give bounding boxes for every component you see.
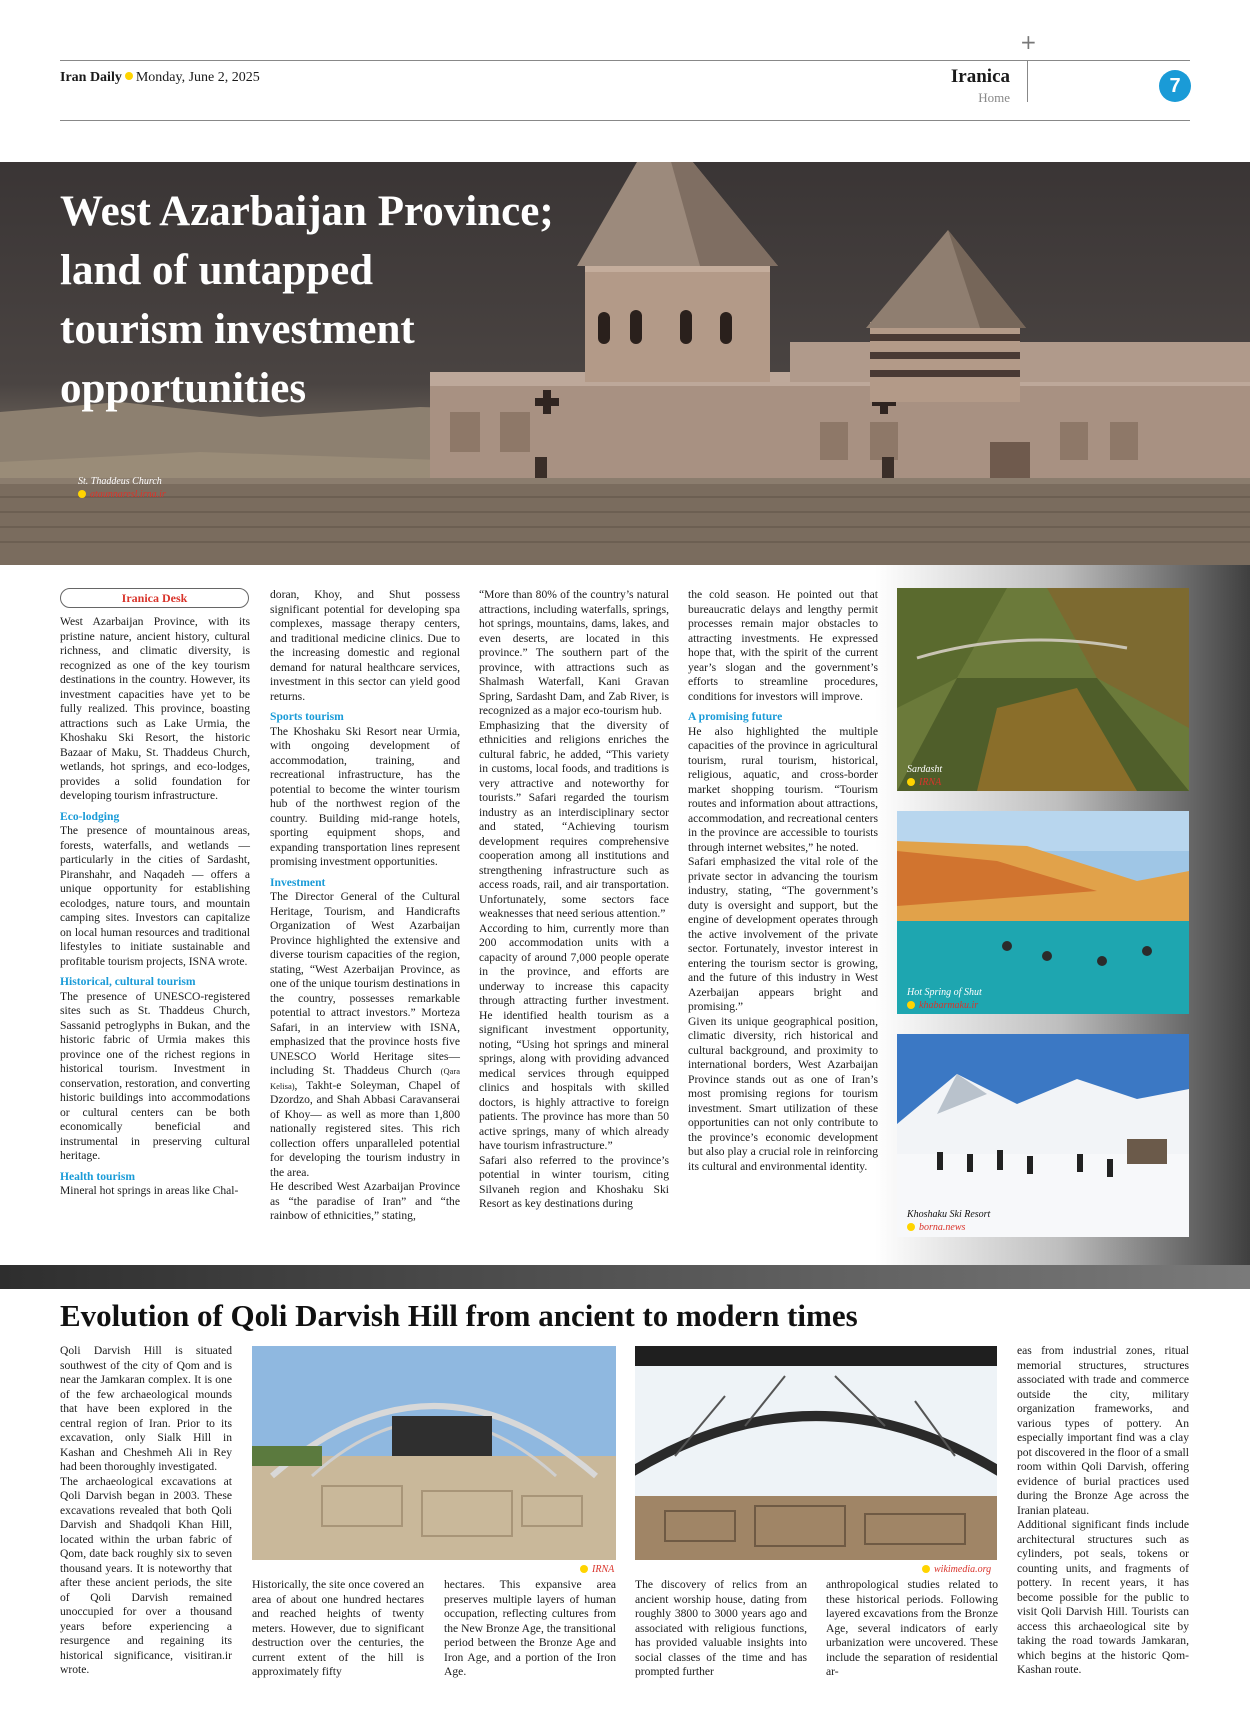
section-name: Iranica (950, 66, 1010, 87)
bullet-dot-icon (907, 778, 915, 786)
photo-credit-excavation-2 (922, 1563, 991, 1576)
photo-caption-source: IRNA (919, 777, 942, 788)
bullet-dot-icon (580, 1565, 588, 1573)
paragraph: anthropological studies related to these historical periods. Following layered excavations from the Bronze Age, several indicators of early urbanization were uncovered. These include the separation of residential ar- (826, 1578, 998, 1678)
article1-column-3 (479, 588, 669, 1212)
bullet-dot-icon (907, 1001, 915, 1009)
photo-caption-text: Khoshaku Ski Resort (907, 1209, 991, 1220)
page-number: 7 (1159, 70, 1191, 102)
paragraph: hectares. This expansive area preserves multiple layers of human occupation, reflecting cultures from the New Bronze Age, the transitional period between the Bronze Age and Iron Age, and a portion of the Iron Age. (444, 1578, 616, 1678)
paragraph: The presence of mountainous areas, forests, waterfalls, and wetlands — particularly in the cities of Sardasht, Piranshahr, and Naqadeh — offers a unique opportunity for establishing ecolodges, nature tours, and mountain camping sites. Investors can capitalize on local human resources and traditional lifestyles to initiate sustainable and profitable tourism projects, ISNA wrote. (60, 824, 250, 968)
paragraph: Safari emphasized the vital role of the private sector in advancing the tourism industry, stating, “The government’s duty is oversight and support, but the engine of development operates through the active involvement of the private sector. Fortunately, investor interest in entering the tourism sector is growing, and the future of this industry in West Azerbaijan appears bright and promising.” (688, 855, 878, 1013)
paragraph: According to him, currently more than 200 accommodation units with a capacity of around 7,000 people operate in the province, and efforts are underway to increase this capacity through attracting further investment. He identified health tourism as a significant investment opportunity, noting, “Using hot springs and mineral springs, along with providing advanced medical services through equipped clinics and hospitals with skilled doctors, is highly attractive to foreign patients. The province has more than 50 active springs, many of which already have tourism infrastructure.” (479, 921, 669, 1152)
bullet-dot-icon (907, 1223, 915, 1231)
paragraph-text: , Takht-e Soleyman, Chapel of Dzordzo, and Shah Abbasi Caravanserai of Khoy— as well as more than 1,800 nationally registered sites. This rich collection offers unparalleled potential for developing the tourism industry in the area. (270, 1078, 460, 1179)
hero-title-line: West Azarbaijan Province; (60, 188, 554, 235)
photo-hot-spring (897, 811, 1189, 1014)
article2-column-2 (252, 1578, 424, 1680)
article2-column-6 (1017, 1344, 1189, 1678)
section-band (0, 1265, 1250, 1289)
paragraph: Additional significant finds include architectural structures such as cylinders, pot seals, tokens or counting units, and fragments of pottery. In recent years, it has become possible for the public to visit Qoli Darvish Hill. Tourists can access this archaeological site by taking the road towards Jamkaran, which begins at the historic Qom-Kashan route. (1017, 1518, 1189, 1676)
subheading: A promising future (688, 710, 783, 723)
article1-column-4 (688, 588, 878, 1174)
paragraph: “More than 80% of the country’s natural attractions, including waterfalls, springs, hot springs, mountains, dams, lakes, and even deserts, are located in this province.” The southern part of the province, with attractions such as Shalmash Waterfall, Kani Gravan Spring, Sardasht Dam, and Zab River, is recognized as a major eco-tourism hub. (479, 588, 669, 717)
article2-column-4 (635, 1578, 807, 1680)
excavation-site-image (635, 1346, 997, 1560)
hero-title-line: opportunities (60, 365, 307, 412)
bullet-dot-icon (922, 1565, 930, 1573)
hero-caption (78, 475, 166, 501)
header-rule-bottom (60, 120, 1190, 121)
paragraph: West Azarbaijan Province, with its pristine nature, ancient history, cultural richness, and climatic diversity, is recognized as one of the key tourism destinations in the country. However, its investment capacities have yet to be fully realized. This province, boasting attractions such as Lake Urmia, the Khoshaku Ski Resort, the historic Bazaar of Maku, St. Thaddeus Church, wetlands, hot springs, and eco-lodges, provides a solid foundation for developing tourism infrastructure. (60, 615, 250, 802)
mountain-valley-image (897, 588, 1189, 791)
hero-caption-source: ataunnaresl.irna.ir (90, 489, 166, 500)
paragraph: doran, Khoy, and Shut possess significant potential for developing spa complexes, massage therapy centers, and traditional medicine clinics. Due to the increasing domestic and regional demand for natural healthcare services, investment in this sector can yield good returns. (270, 588, 460, 703)
article1-column-2 (270, 588, 460, 1224)
subsection-name: Home (978, 90, 1010, 105)
excavation-canopy-image (252, 1346, 616, 1560)
paragraph: eas from industrial zones, ritual memorial structures, structures associated with trade and commerce outside the city, military organization frameworks, and various types of pottery. An especially important find was a clay pot discovered in the floor of a small room within Qoli Darvish, offering evidence of burial practices used during the Bronze Age across the Iranian plateau. (1017, 1344, 1189, 1517)
photo-caption-text: Hot Spring of Shut (907, 987, 982, 998)
subheading: Historical, cultural tourism (60, 975, 196, 988)
masthead (60, 70, 260, 86)
paragraph: Given its unique geographical position, climatic diversity, rich historical and cultural background, and proximity to international borders, West Azarbaijan Province stands out as one of Iran’s most promising regions for tourism investment. Smart utilization of these opportunities can not only contribute to the province’s economic development but also play a crucial role in reinforcing its cultural and environmental identity. (688, 1014, 878, 1173)
article2-column-5 (826, 1578, 998, 1680)
hero-title-line: land of untapped (60, 247, 374, 294)
article2-title: Evolution of Qoli Darvish Hill from ancient to modern times (60, 1298, 858, 1333)
paragraph: He described West Azarbaijan Province as “the paradise of Iran” and “the rainbow of ethnicities,” stating, (270, 1180, 460, 1222)
header-divider (1027, 60, 1028, 102)
hero-title-line: tourism investment (60, 306, 415, 353)
paragraph: The presence of UNESCO-registered sites such as St. Thaddeus Church, Sassanid petroglyphs in Bukan, and the historic fabric of Urmia makes this province one of the richest regions in historical tourism. Investment in conservation, restoration, and converting historic buildings into accommodations or cultural centers can be both economically beneficial and instrumental in preserving cultural heritage. (60, 989, 250, 1162)
desk-badge: Iranica Desk (60, 588, 249, 608)
subheading: Sports tourism (270, 710, 344, 723)
photo-caption-source: khabarmaku.ir (919, 1000, 979, 1011)
paragraph: the cold season. He pointed out that bureaucratic delays and lengthy permit processes remain major obstacles to attracting investments. He expressed hope that, with the spirit of the current year’s slogan and the government’s efforts to streamline procedures, conditions for investors will improve. (688, 588, 878, 703)
subheading: Investment (270, 875, 326, 889)
photo-caption-source: wikimedia.org (934, 1564, 992, 1575)
bullet-dot-icon (125, 72, 133, 80)
paragraph (270, 890, 460, 1180)
paragraph: Emphasizing that the diversity of ethnicities and religions enriches the cultural fabric, he added, “This variety in customs, local foods, and traditions is very attractive and noteworthy for tourists.” Safari regarded the tourism industry as an interdisciplinary sector and stated, “Achieving tourism development requires comprehensive cooperation among all institutions and strengthening infrastructure such as access roads, rail, and air transportation. Unfortunately, some sectors face weaknesses that need serious attention.” (479, 718, 669, 920)
hot-spring-image (897, 811, 1189, 1014)
paragraph-text: The Director General of the Cultural Heritage, Tourism, and Handicrafts Organization of West Azarbaijan Province highlighted the extensive and diverse tourism capacities of the region, stating, “West Azerbaijan Province, as one of the unique tourism destinations in the country, possesses remarkable potential to attract investors.” Morteza Safari, in an interview with ISNA, emphasized that the province hosts five UNESCO World Heritage sites— including St. Thaddeus Church (270, 890, 460, 1077)
ski-resort-image (897, 1034, 1189, 1237)
photo-excavation-2 (635, 1346, 997, 1560)
photo-caption-ski-resort (907, 1208, 990, 1234)
paragraph-note: (Qara Kelisa) (270, 1066, 460, 1091)
paragraph: He also highlighted the multiple capacities of the province in agricultural tourism, rural tourism, historical, religious, aquatic, and cross-border market shopping tourism. “Tourism routes and information about attractions, accommodation, and recreational centers in the province are accessible to tourists through internet websites,” he noted. (688, 724, 878, 854)
paragraph: The discovery of relics from an ancient worship house, dating from roughly 3800 to 3000 years ago and associated with religious functions, has provided valuable insights into social classes of the time and has prompted further (635, 1578, 807, 1678)
paragraph: Mineral hot springs in areas like Chal- (60, 1184, 239, 1197)
photo-caption-sardasht (907, 763, 942, 789)
photo-caption-source: IRNA (592, 1564, 615, 1575)
bullet-dot-icon (78, 490, 86, 498)
paragraph: Qoli Darvish Hill is situated southwest of the city of Qom and is near the Jamkaran complex. It is one of the few archaeological mounds that have been explored in the central region of Iran. Prior to its excavation, only Sialk Hill in Kashan and Cheshmeh Ali in Rey had been thoroughly investigated. (60, 1344, 232, 1473)
paragraph: Historically, the site once covered an area of about one hundred hectares and reached heights of twenty meters. However, due to significant destruction over the centuries, the current extent of the hill is approximately fifty (252, 1578, 424, 1678)
article1-column-1 (60, 615, 250, 1199)
paragraph: Safari also referred to the province’s potential in winter tourism, citing Silvaneh region and Khoshaku Ski Resort as key destinations during (479, 1153, 669, 1210)
photo-caption-source: borna.news (919, 1222, 966, 1233)
photo-ski-resort (897, 1034, 1189, 1237)
article2-column-3 (444, 1578, 616, 1680)
header-rule-top (60, 60, 1190, 61)
article2-column-1 (60, 1344, 232, 1678)
section-label (951, 66, 1010, 106)
photo-caption-text: Sardasht (907, 764, 943, 775)
issue-date: Monday, June 2, 2025 (135, 70, 260, 85)
brand-name: Iran Daily (60, 70, 122, 85)
hero-banner (0, 162, 1250, 565)
subheading: Health tourism (60, 1169, 136, 1183)
photo-excavation-1 (252, 1346, 616, 1560)
crosshair-icon: + (1020, 30, 1037, 54)
paragraph: The archaeological excavations at Qoli Darvish began in 2003. These excavations revealed that both Qoli Darvish and Shadqoli Khan Hill, located within the urban fabric of Qom, date back roughly six to seven thousand years. It is noteworthy that after these ancient periods, the site of Qoli Darvish remained unoccupied for over a thousand years before experiencing a resurgence and regaining its historical significance, visitiran.ir wrote. (60, 1474, 232, 1676)
hero-caption-text: St. Thaddeus Church (78, 476, 162, 487)
paragraph: The Khoshaku Ski Resort near Urmia, with ongoing development of accommodation, training, and recreational infrastructure, has the potential to become the winter tourism hub of the northwest region of the country. Building mid-range hotels, sporting equipment shops, and expanding transportation lines represent promising investment opportunities. (270, 724, 460, 868)
photo-caption-hot-spring (907, 986, 982, 1012)
hero-title (60, 182, 620, 418)
subheading: Eco-lodging (60, 809, 120, 823)
photo-sardasht (897, 588, 1189, 791)
photo-credit-excavation-1 (580, 1563, 614, 1576)
